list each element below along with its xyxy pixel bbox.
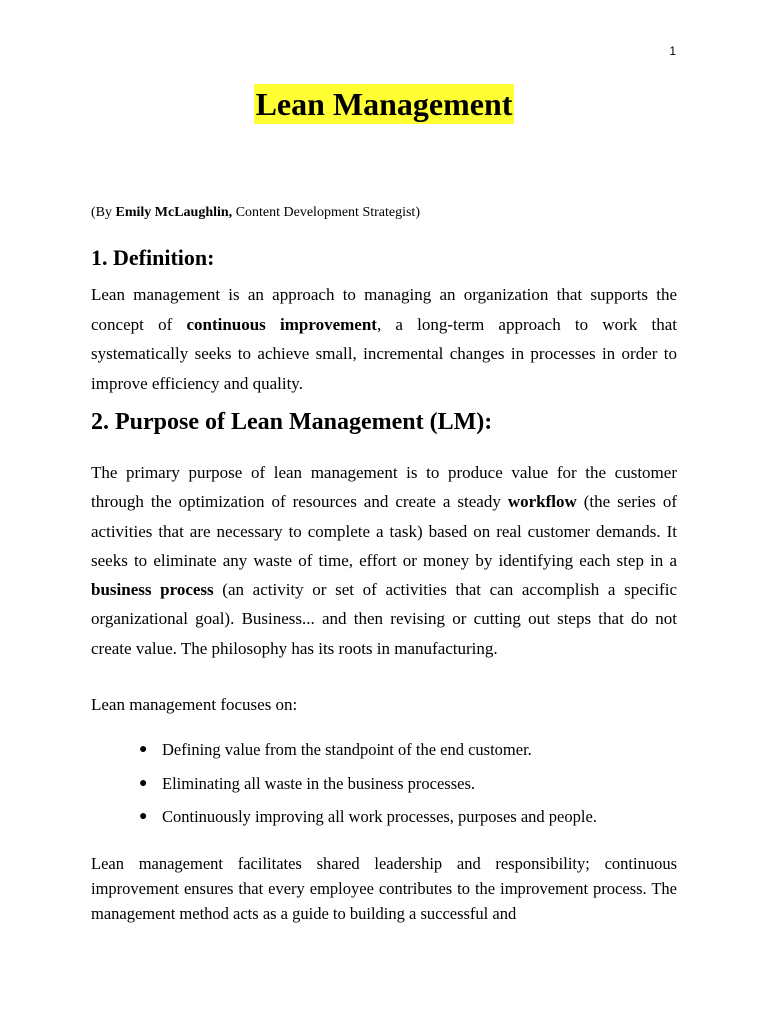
definition-text-b: , a long-term approach to work that systematically seeks to achieve small, incremental changes in processes in order to improve efficiency and quality. [91, 314, 677, 393]
byline-role: Content Development Strategist) [232, 205, 420, 220]
keyword-workflow: workflow [507, 492, 577, 512]
section-heading-definition: 1. Definition: [91, 245, 215, 270]
list-item-text: Continuously improving all work processes, purposes and people. [162, 807, 597, 826]
purpose-text-a: The primary purpose of lean management is to produce value for the customer through the optimization of resources and create a steady [91, 463, 677, 512]
bullet-icon: ● [139, 809, 148, 824]
purpose-paragraph [91, 458, 677, 663]
list-item [91, 737, 677, 771]
byline-author: Emily McLaughlin, [115, 205, 233, 220]
list-item-text: Defining value from the standpoint of the end customer. [162, 740, 532, 759]
definition-paragraph [91, 280, 677, 398]
document-title: Lean Management [255, 86, 513, 122]
byline-prefix: (By [91, 205, 116, 220]
bullet-icon: ● [139, 775, 148, 791]
purpose-text-b: (the series of activities that are necessary to complete a task) based on real customer demands. It seeks to eliminate any waste of time, effort or money by identifying each step in a [91, 492, 677, 570]
closing-paragraph: Lean management facilitates shared leadership and responsibility; continuous improvement ensures that every employee contributes to the improvement process. The management method acts as a guide to building a successful and [91, 854, 677, 923]
section-heading-purpose: 2. Purpose of Lean Management (LM): [91, 409, 493, 435]
keyword-continuous-improvement: continuous improvement [186, 314, 377, 334]
byline [91, 205, 420, 221]
list-item-text: Eliminating all waste in the business processes. [162, 773, 475, 793]
title-container [0, 84, 768, 124]
keyword-business-process: business process [91, 580, 214, 600]
purpose-text-c: (an activity or set of activities that can accomplish a specific organizational goal). Business... and then revising or cutting out steps that do not create value. The philosophy has its roots in manufacturing. [91, 580, 677, 658]
list-item [91, 771, 677, 805]
page-number: 1 [669, 44, 676, 58]
list-item [91, 804, 677, 838]
focus-list [91, 737, 677, 838]
focus-intro: Lean management focuses on: [91, 695, 298, 714]
bullet-icon: ● [139, 742, 148, 757]
definition-text-a: Lean management is an approach to managing an organization that supports the concept of [91, 285, 677, 334]
